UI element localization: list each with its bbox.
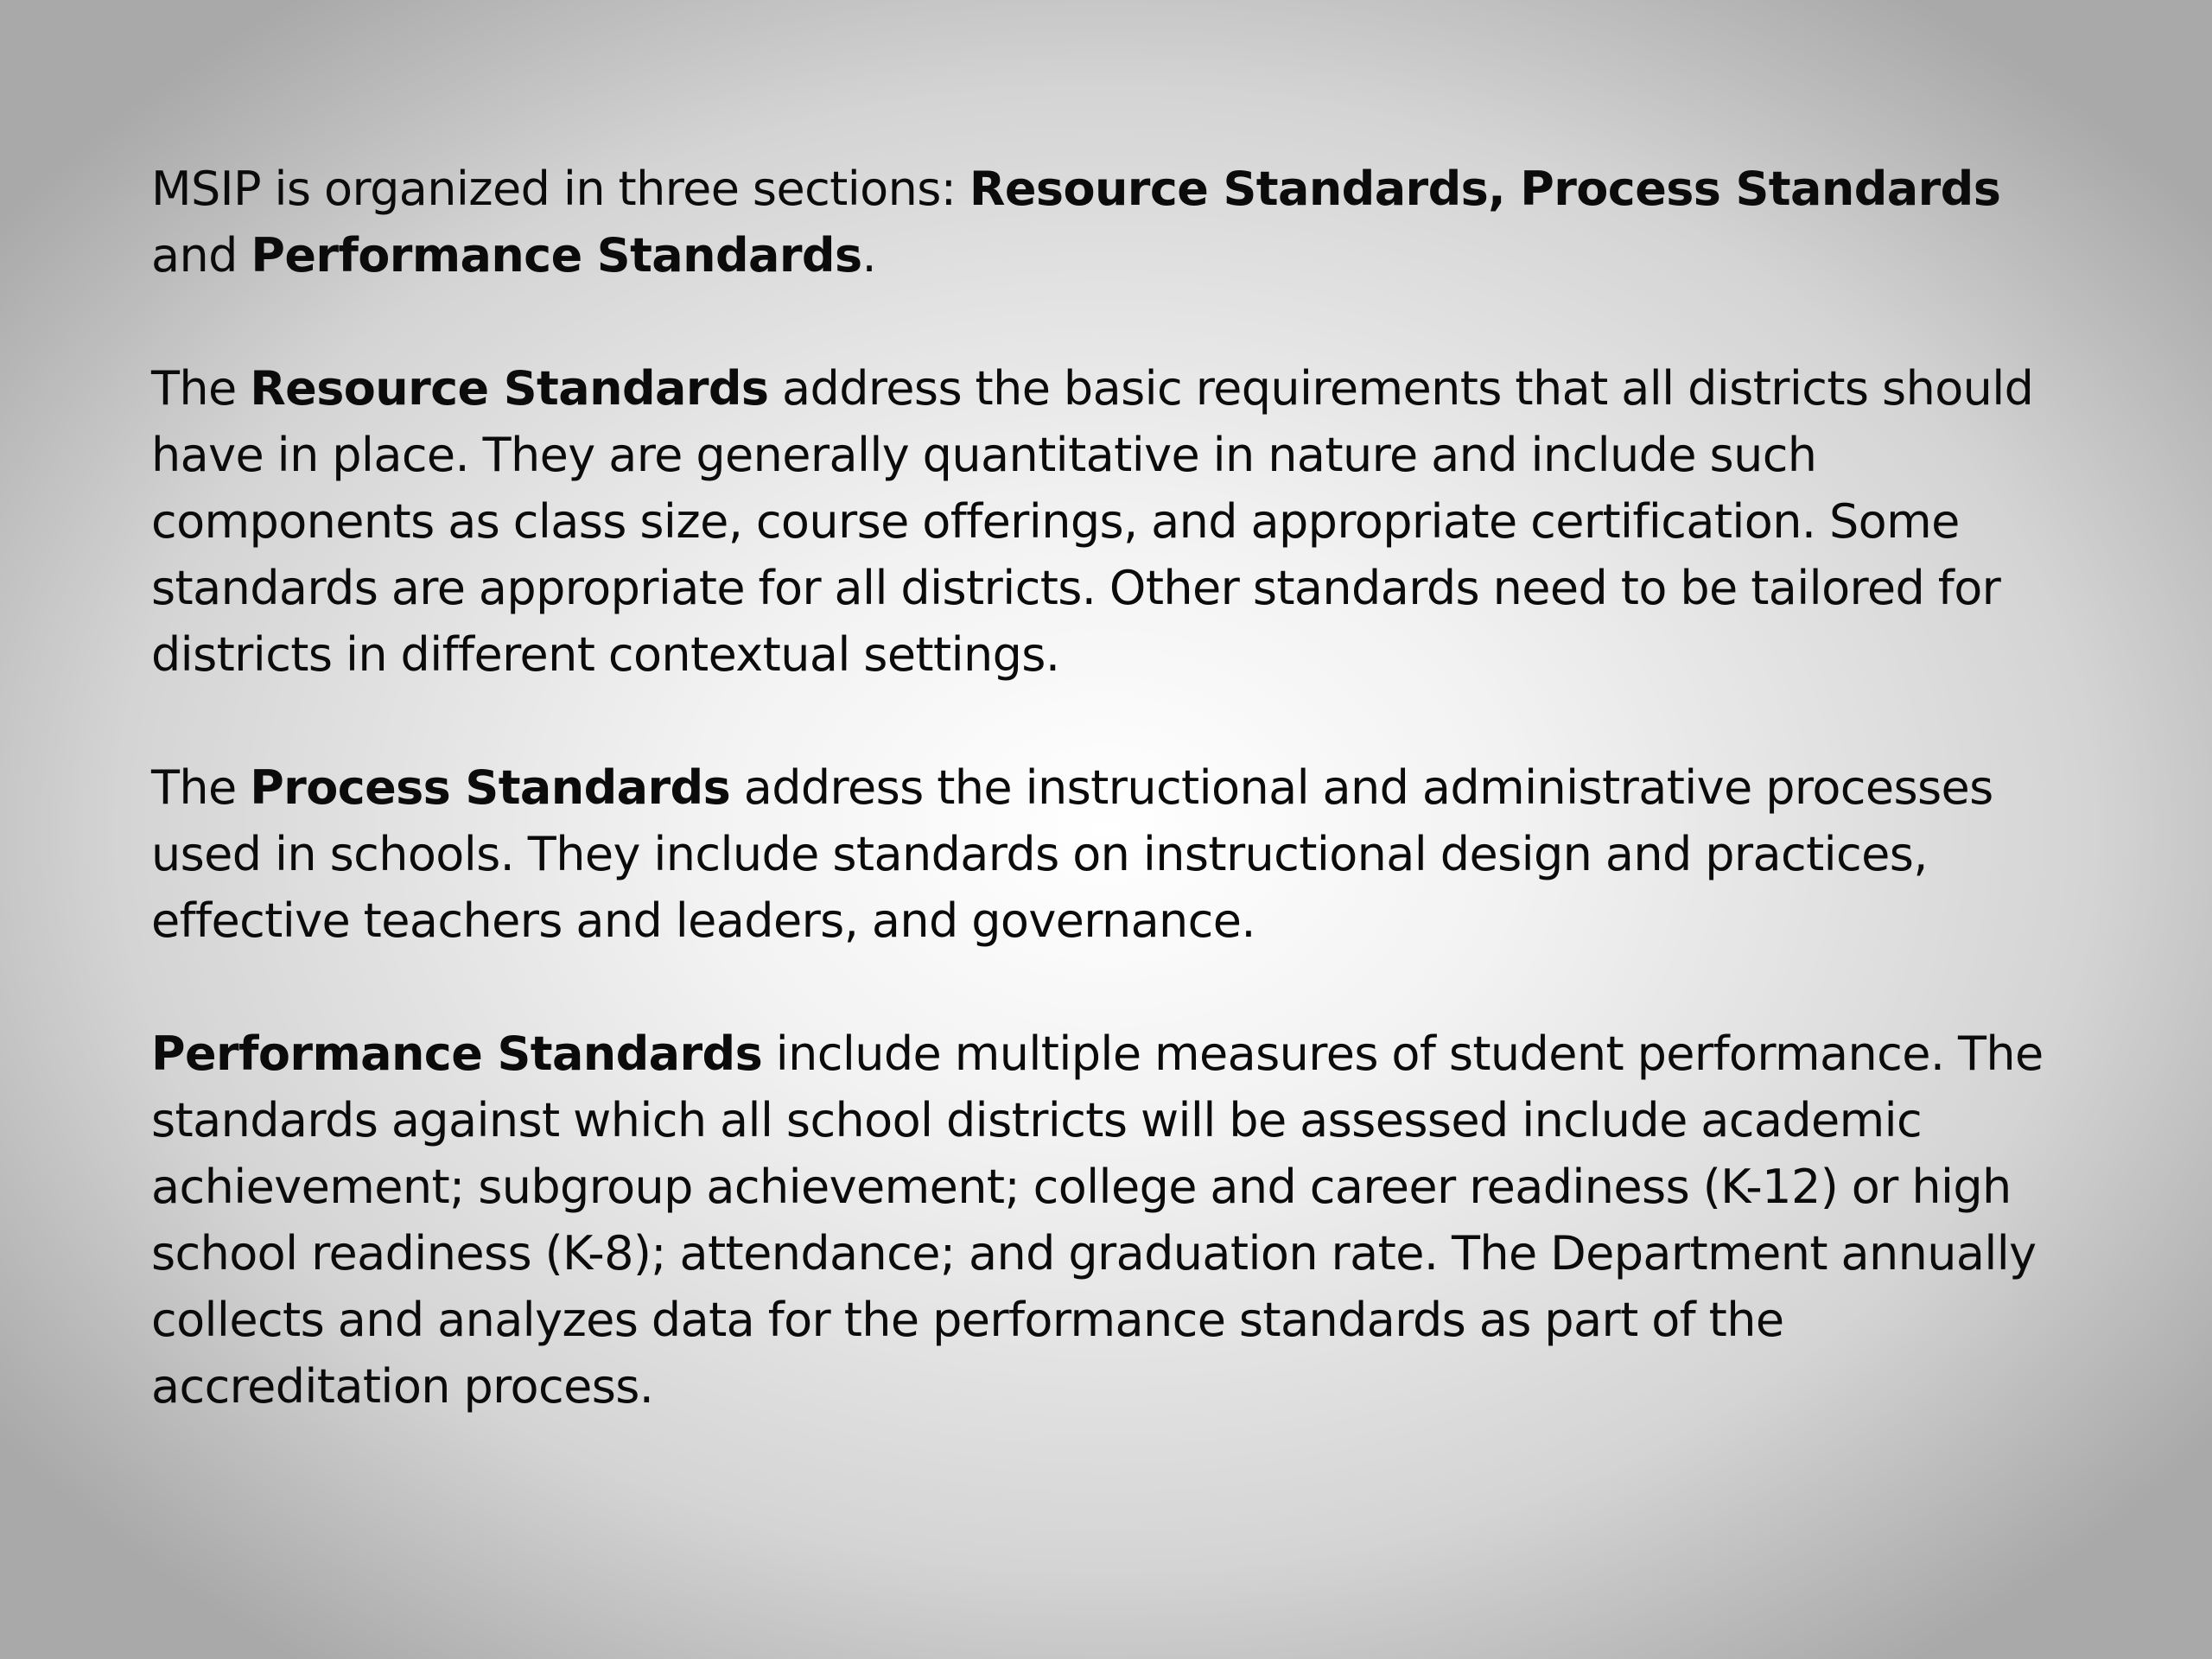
bold-term-resource: Resource Standards	[250, 361, 769, 416]
paragraph-process-standards	[151, 754, 2095, 954]
bold-term-performance: Performance Standards	[151, 1027, 763, 1081]
bold-term-performance: Performance Standards	[251, 228, 862, 283]
text-segment: address the basic requirements that all districts should have in place. They are generally quantitative in nature and include such components as class size, course offerings, and appropriate certification. Some standards are appropriate for all districts. Other standards need to be tailored for districts in different contextual settings.	[151, 361, 2034, 682]
bold-term-resource-process: Resource Standards, Process Standards	[969, 162, 2001, 216]
text-segment: The	[151, 760, 251, 815]
paragraph-performance-standards	[151, 1020, 2095, 1420]
text-segment: The	[151, 361, 251, 416]
text-segment: and	[151, 228, 251, 283]
paragraph-overview	[151, 156, 2095, 289]
bold-term-process: Process Standards	[250, 760, 731, 815]
text-segment: include multiple measures of student performance. The standards against which all school districts will be assessed include academic achievement; subgroup achievement; college and career readiness (K-12) or high school readiness (K-8); attendance; and graduation rate. The Department annually collects and analyzes data for the performance standards as part of the accreditation process.	[151, 1027, 2044, 1414]
slide-text-body	[151, 156, 2095, 1420]
text-segment: MSIP is organized in three sections:	[151, 162, 969, 216]
text-segment: .	[861, 228, 877, 283]
text-segment: address the instructional and administrative processes used in schools. They include standards on instructional design and practices, effective teachers and leaders, and governance.	[151, 760, 1993, 948]
paragraph-resource-standards	[151, 355, 2095, 688]
